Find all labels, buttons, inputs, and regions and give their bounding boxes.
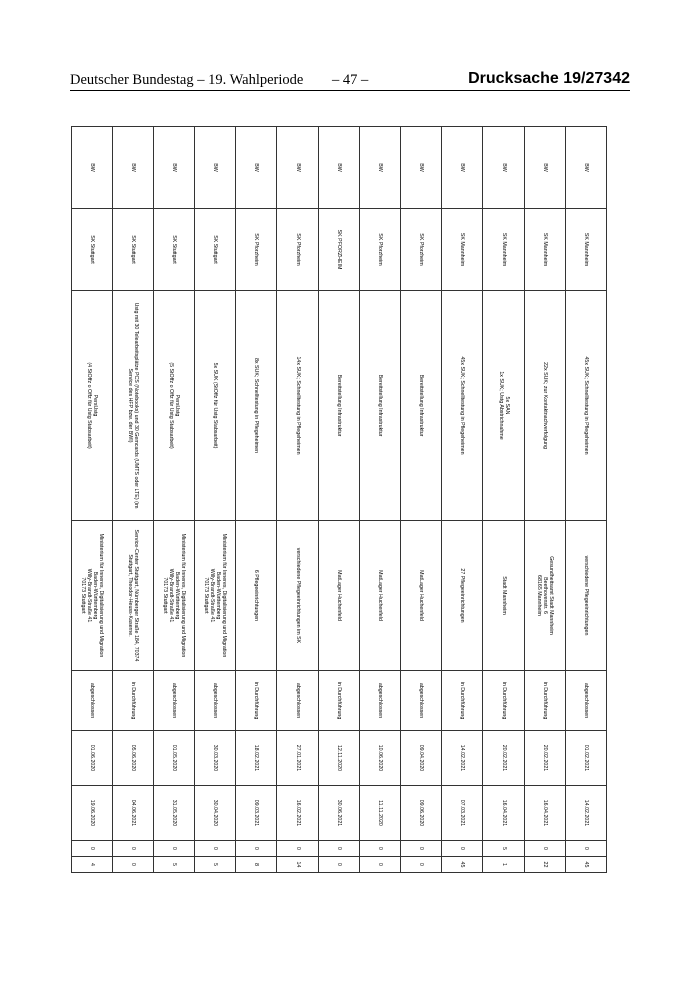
cell-count-a: 0 bbox=[318, 841, 359, 857]
cell-ort: Ministerium für Inneres, Digitalisierung und Migration Baden-Württemberg Willy-Brandt-Straße 41 70173 Stuttgart bbox=[195, 521, 236, 671]
cell-count-b: 0 bbox=[359, 857, 400, 873]
cell-count-b: 5 bbox=[153, 857, 194, 873]
cell-status: abgeschlossen bbox=[401, 671, 442, 731]
cell-land: BW bbox=[153, 127, 194, 209]
cell-count-b: 22 bbox=[524, 857, 565, 873]
cell-ort: Ministerium für Inneres, Digitalisierung und Migration Baden-Württemberg Willy-Brandt-Straße 41 70173 Stuttgart bbox=[153, 521, 194, 671]
cell-dienststelle: SK Stuttgart bbox=[112, 209, 153, 291]
cell-land: BW bbox=[565, 127, 606, 209]
cell-ort: 27 Pflegeeinrichtungen bbox=[442, 521, 483, 671]
cell-status: in Durchführung bbox=[236, 671, 277, 731]
table-row bbox=[71, 127, 112, 873]
table-row bbox=[112, 127, 153, 873]
cell-count-a: 0 bbox=[524, 841, 565, 857]
cell-land: BW bbox=[195, 127, 236, 209]
cell-status: abgeschlossen bbox=[277, 671, 318, 731]
cell-ende: 09.06.2020 bbox=[401, 786, 442, 841]
cell-ort: MatLager Huchenfeld bbox=[401, 521, 442, 671]
table-row bbox=[236, 127, 277, 873]
cell-ort: verschiedene Pflegeeinrichtungen im SK bbox=[277, 521, 318, 671]
cell-dienststelle: SK PFORZHEIM bbox=[318, 209, 359, 291]
cell-count-a: 0 bbox=[236, 841, 277, 857]
cell-dienststelle: SK Stuttgart bbox=[153, 209, 194, 291]
table-row bbox=[565, 127, 606, 873]
page-header bbox=[70, 66, 630, 91]
cell-status: abgeschlossen bbox=[195, 671, 236, 731]
cell-count-a: 0 bbox=[442, 841, 483, 857]
cell-land: BW bbox=[318, 127, 359, 209]
cell-ende: 14.02.2021 bbox=[565, 786, 606, 841]
cell-land: BW bbox=[236, 127, 277, 209]
cell-ort: MatLager Huchenfeld bbox=[318, 521, 359, 671]
cell-count-b: 45 bbox=[442, 857, 483, 873]
cell-count-a: 0 bbox=[195, 841, 236, 857]
page-number: – 47 – bbox=[332, 72, 369, 88]
cell-massnahme: Bereitstellung Infrastruktur bbox=[318, 291, 359, 521]
cell-count-a: 0 bbox=[565, 841, 606, 857]
cell-dienststelle: SK Stuttgart bbox=[71, 209, 112, 291]
cell-massnahme: 45x SUK; Schnelltestung in Pflegeheimen bbox=[442, 291, 483, 521]
cell-status: in Durchführung bbox=[112, 671, 153, 731]
cell-beginn: 20.02.2021 bbox=[483, 731, 524, 786]
cell-land: BW bbox=[401, 127, 442, 209]
cell-ende: 16.02.2021 bbox=[277, 786, 318, 841]
table-row bbox=[401, 127, 442, 873]
cell-ort: MatLager Huchenfeld bbox=[359, 521, 400, 671]
table-row bbox=[318, 127, 359, 873]
cell-status: abgeschlossen bbox=[565, 671, 606, 731]
cell-status: in Durchführung bbox=[442, 671, 483, 731]
cell-count-b: 5 bbox=[195, 857, 236, 873]
cell-status: in Durchführung bbox=[483, 671, 524, 731]
cell-status: abgeschlossen bbox=[153, 671, 194, 731]
cell-ort: Service-Center Stuttgart, Nürnberger Straße 184, 70374 Stuttgart, Theodor-Heuss-Kaserne. bbox=[112, 521, 153, 671]
cell-ort: verschiedene Pflegeeinrichtungen bbox=[565, 521, 606, 671]
table-body bbox=[71, 127, 606, 873]
cell-dienststelle: SK Mannheim bbox=[483, 209, 524, 291]
cell-beginn: 20.02.2021 bbox=[524, 731, 565, 786]
cell-massnahme: 22x SUK; zur Kontaktnachverfolgung bbox=[524, 291, 565, 521]
cell-dienststelle: SK Mannheim bbox=[442, 209, 483, 291]
header-title: Deutscher Bundestag – 19. Wahlperiode bbox=[70, 72, 304, 88]
cell-count-a: 0 bbox=[112, 841, 153, 857]
cell-dienststelle: SK Pforzheim bbox=[236, 209, 277, 291]
cell-count-a: 0 bbox=[401, 841, 442, 857]
cell-land: BW bbox=[112, 127, 153, 209]
cell-dienststelle: SK Pforzheim bbox=[401, 209, 442, 291]
cell-massnahme: PersUstg (4 StOffz o Offz für Ustg Stabsarbeit) bbox=[71, 291, 112, 521]
cell-beginn: 12.11.2020 bbox=[318, 731, 359, 786]
cell-count-a: 0 bbox=[277, 841, 318, 857]
table-row bbox=[359, 127, 400, 873]
cell-ende: 31.05.2020 bbox=[153, 786, 194, 841]
cell-count-b: 8 bbox=[236, 857, 277, 873]
cell-status: in Durchführung bbox=[318, 671, 359, 731]
table-row bbox=[195, 127, 236, 873]
cell-count-a: 0 bbox=[153, 841, 194, 857]
cell-count-b: 4 bbox=[71, 857, 112, 873]
cell-status: abgeschlossen bbox=[71, 671, 112, 731]
cell-beginn: 27.01.2021 bbox=[277, 731, 318, 786]
cell-beginn: 01.02.2021 bbox=[565, 731, 606, 786]
cell-beginn: 14.02.2021 bbox=[442, 731, 483, 786]
cell-land: BW bbox=[524, 127, 565, 209]
cell-dienststelle: SK Pforzheim bbox=[359, 209, 400, 291]
cell-beginn: 01.06.2020 bbox=[71, 731, 112, 786]
cell-ort: Stadt Mannheim bbox=[483, 521, 524, 671]
cell-ende: 30.06.2021 bbox=[318, 786, 359, 841]
cell-land: BW bbox=[442, 127, 483, 209]
cell-count-b: 0 bbox=[401, 857, 442, 873]
cell-land: BW bbox=[359, 127, 400, 209]
cell-dienststelle: SK Pforzheim bbox=[277, 209, 318, 291]
cell-beginn: 09.04.2020 bbox=[401, 731, 442, 786]
cell-ende: 16.04.2021 bbox=[483, 786, 524, 841]
cell-massnahme: Bereitstellung Infrastruktur bbox=[401, 291, 442, 521]
cell-count-b: 0 bbox=[318, 857, 359, 873]
cell-count-a: 5 bbox=[483, 841, 524, 857]
cell-massnahme: 14x SUK; Schnelltestung in Pflegeheimen bbox=[277, 291, 318, 521]
cell-beginn: 05.06.2020 bbox=[112, 731, 153, 786]
table-row bbox=[277, 127, 318, 873]
cell-ende: 07.03.2021 bbox=[442, 786, 483, 841]
document-number-value: 27342 bbox=[585, 70, 630, 87]
table-row bbox=[153, 127, 194, 873]
cell-beginn: 01.05.2020 bbox=[153, 731, 194, 786]
cell-status: abgeschlossen bbox=[359, 671, 400, 731]
cell-massnahme: PersUstg (5 StOffz o Offz für Ustg Stabsarbeit) bbox=[153, 291, 194, 521]
cell-massnahme: 5x SUK (StOffz für Ustg Stabsarbeit) bbox=[195, 291, 236, 521]
cell-count-a: 0 bbox=[71, 841, 112, 857]
cell-ende: 16.04.2021 bbox=[524, 786, 565, 841]
cell-massnahme: Bereitstellung Infrastruktur bbox=[359, 291, 400, 521]
table-row bbox=[442, 127, 483, 873]
cell-count-b: 45 bbox=[565, 857, 606, 873]
data-table bbox=[71, 126, 607, 873]
cell-count-b: 1 bbox=[483, 857, 524, 873]
cell-status: in Durchführung bbox=[524, 671, 565, 731]
cell-ende: 30.04.2020 bbox=[195, 786, 236, 841]
cell-count-a: 0 bbox=[359, 841, 400, 857]
table-row bbox=[483, 127, 524, 873]
cell-massnahme: 45x SUK; Schnelltestung in Pflegeheimen bbox=[565, 291, 606, 521]
cell-land: BW bbox=[277, 127, 318, 209]
cell-ende: 19.06.2020 bbox=[71, 786, 112, 841]
cell-massnahme: 5x SAN 1x SUK; Ustg Abstrichnahme bbox=[483, 291, 524, 521]
cell-ende: 04.06.2021 bbox=[112, 786, 153, 841]
cell-massnahme: Ustg mit 30 Telearbeitsplätze PCS (Notebooks) und 30 Gemcards (UMTS oder LTE) (im Service des HFP bzw. der BWI) bbox=[112, 291, 153, 521]
cell-count-b: 0 bbox=[112, 857, 153, 873]
cell-beginn: 10.06.2020 bbox=[359, 731, 400, 786]
cell-dienststelle: SK Stuttgart bbox=[195, 209, 236, 291]
cell-beginn: 18.02.2021 bbox=[236, 731, 277, 786]
document-number bbox=[468, 70, 630, 88]
cell-ort: Ministerium für Inneres, Digitalisierung und Migration Baden-Württemberg Willy-Brandt-Straße 41 70173 Stuttgart bbox=[71, 521, 112, 671]
cell-ende: 09.03.2021 bbox=[236, 786, 277, 841]
cell-dienststelle: SK Mannheim bbox=[565, 209, 606, 291]
cell-beginn: 30.03.2020 bbox=[195, 731, 236, 786]
cell-ort: 6 Pflegeeinrichtungen bbox=[236, 521, 277, 671]
cell-ort: Gesundheitsamt Stadt Mannheim Beethovenstr. 6 68165 Mannheim bbox=[524, 521, 565, 671]
table-row bbox=[524, 127, 565, 873]
cell-land: BW bbox=[483, 127, 524, 209]
cell-land: BW bbox=[71, 127, 112, 209]
table-frame bbox=[71, 126, 607, 872]
cell-massnahme: 8x SUK; Schnelltestung in Pflegeheimen bbox=[236, 291, 277, 521]
cell-dienststelle: SK Mannheim bbox=[524, 209, 565, 291]
cell-ende: 11.11.2020 bbox=[359, 786, 400, 841]
cell-count-b: 14 bbox=[277, 857, 318, 873]
document-number-prefix: Drucksache 19/ bbox=[468, 70, 586, 87]
